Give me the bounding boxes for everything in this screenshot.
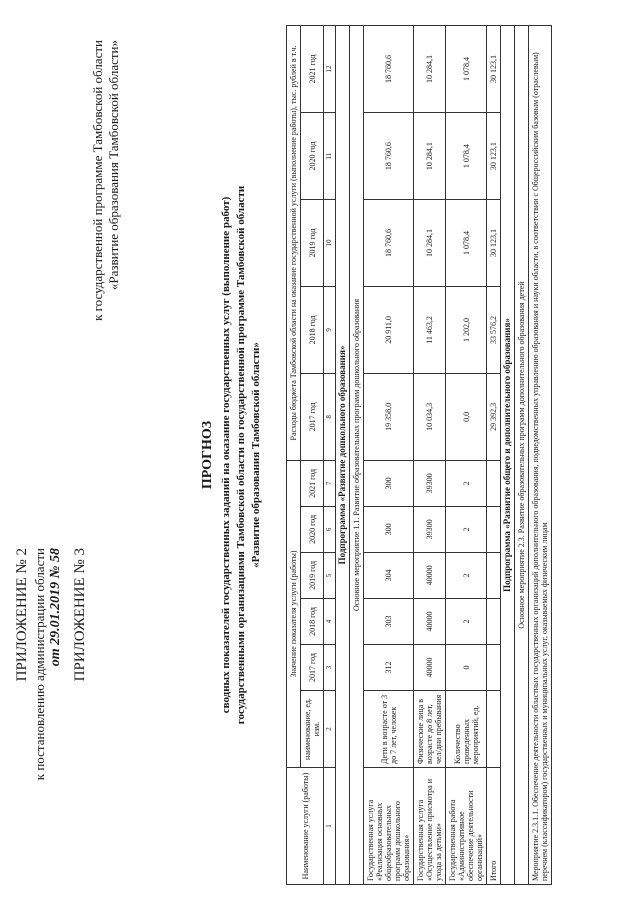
col-header-indicator-name: наименование, ед. изм. (301, 691, 324, 768)
appendix-2-reference: к постановлению администрации области (32, 548, 47, 781)
col-header-budget-group: Расходы бюджета Тамбовской области на оказание государственной услуги (выполнение работы), тыс. рублей в т.ч. (287, 26, 301, 461)
empty-cell (487, 691, 501, 768)
col-header-year: 2018 год (301, 286, 324, 373)
table-row (446, 26, 487, 885)
event-heading: Основное мероприятие 2.3. Развитие образовательных программ дополнительного образования детей (515, 26, 529, 885)
total-value: 29 392,3 (487, 373, 501, 460)
col-number: 1 (324, 768, 336, 885)
cost-value: 18 760,6 (364, 26, 414, 113)
cost-value: 1 202,0 (446, 286, 487, 373)
indicator-value: 2 (446, 506, 487, 552)
total-value: 30 123,1 (487, 200, 501, 287)
heading-line-3: «Развитие образования Тамбовской области» (250, 342, 262, 568)
appendix-3-program: «Развитие образования Тамбовской области» (106, 40, 121, 291)
indicator-value: 300 (364, 460, 414, 506)
cost-value: 11 463,2 (414, 286, 446, 373)
cost-value: 20 911,0 (364, 286, 414, 373)
col-header-year: 2019 год (301, 552, 324, 598)
indicator-value: 40000 (414, 598, 446, 644)
col-header-year: 2018 год (301, 598, 324, 644)
table-row (364, 26, 414, 885)
col-number: 4 (324, 598, 336, 644)
indicator-value: 304 (364, 552, 414, 598)
total-value: 30 123,1 (487, 113, 501, 200)
empty-cell (487, 552, 501, 598)
appendix-3-title: ПРИЛОЖЕНИЕ № 3 (72, 548, 88, 682)
col-header-year: 2017 год (301, 373, 324, 460)
cost-value: 18 760,6 (364, 200, 414, 287)
col-header-year: 2017 год (301, 644, 324, 690)
col-header-year: 2020 год (301, 113, 324, 200)
total-label: Итого (487, 768, 501, 885)
section-heading: Подпрограмма «Развитие дошкольного образования» (336, 26, 350, 885)
table-row (414, 26, 446, 885)
service-name: Государственная работа «Административное обеспечение деятельности организаций» (446, 768, 487, 885)
empty-cell (487, 506, 501, 552)
indicator-value: 300 (364, 506, 414, 552)
cost-value: 1 078,4 (446, 113, 487, 200)
cost-value: 1 078,4 (446, 26, 487, 113)
indicator-value: 0 (446, 644, 487, 690)
empty-cell (487, 598, 501, 644)
empty-cell (487, 644, 501, 690)
indicator-value: 40000 (414, 552, 446, 598)
heading-title: ПРОГНОЗ (200, 420, 215, 490)
indicator-value: 40000 (414, 644, 446, 690)
col-number: 5 (324, 552, 336, 598)
event-heading: Основное мероприятие 1.1. Развитие образовательных программ дошкольного образования (350, 26, 364, 885)
service-name: Государственная услуга «Осуществление присмотра и ухода за детьми» (414, 768, 446, 885)
indicator-value: 39300 (414, 506, 446, 552)
col-header-year: 2019 год (301, 200, 324, 287)
cost-value: 19 358,0 (364, 373, 414, 460)
cost-value: 0,0 (446, 373, 487, 460)
col-number: 3 (324, 644, 336, 690)
heading-line-2: государственными организациями Тамбовской области по государственной программе Тамбовской области (235, 185, 247, 725)
cost-value: 1 078,4 (446, 200, 487, 287)
service-name: Государственная услуга «Реализация основных общеобразовательных программ дошкольного образования» (364, 768, 414, 885)
indicator-value: 303 (364, 598, 414, 644)
appendix-2-title: ПРИЛОЖЕНИЕ № 2 (14, 548, 30, 682)
cost-value: 10 284,1 (414, 26, 446, 113)
indicator-value: 312 (364, 644, 414, 690)
cost-value: 10 284,1 (414, 113, 446, 200)
empty-cell (487, 460, 501, 506)
appendix-3-reference: к государственной программе Тамбовской области (90, 40, 105, 321)
col-header-service: Наименование услуги (работы) (287, 768, 324, 885)
col-number: 8 (324, 373, 336, 460)
col-header-year: 2021 год (301, 460, 324, 506)
total-value: 30 123,1 (487, 26, 501, 113)
total-value: 33 576,2 (487, 286, 501, 373)
cost-value: 10 284,1 (414, 200, 446, 287)
col-number: 2 (324, 691, 336, 768)
col-number: 7 (324, 460, 336, 506)
heading-line-1: сводных показателей государственных заданий на оказание государственных услуг (выполнение работ) (220, 196, 232, 714)
indicator-value: 2 (446, 460, 487, 506)
indicator-value: 2 (446, 552, 487, 598)
col-number: 11 (324, 113, 336, 200)
event-detail: Мероприятие 2.3.1.1. Обеспечение деятельности областных государственных организаций дополнительного образования, подведомственных управлению образования и науки области, в соответствии с Общероссийским базовым (отраслевым) перечнем (классификатором) государственных и муниципальных услуг, оказываемых физическим лицам (529, 26, 552, 885)
col-number: 10 (324, 200, 336, 287)
col-number: 6 (324, 506, 336, 552)
col-header-indicator-group: Значение показателя услуги (работы) (287, 460, 301, 767)
col-number: 9 (324, 286, 336, 373)
section-heading: Подпрограмма «Развитие общего и дополнительного образования» (501, 26, 515, 885)
col-header-year: 2021 год (301, 26, 324, 113)
col-header-year: 2020 год (301, 506, 324, 552)
forecast-table (286, 25, 552, 885)
cost-value: 10 034,3 (414, 373, 446, 460)
indicator-name: Физические лица в возрасте до 8 лет, чел/дни пребывания (414, 691, 446, 768)
appendix-2-date-signature: от 29.01.2019 № 58 (48, 548, 63, 667)
indicator-name: Количество проведенных мероприятий, ед. (446, 691, 487, 768)
indicator-name: Дети в возрасте от 3 до 7 лет, человек (364, 691, 414, 768)
indicator-value: 2 (446, 598, 487, 644)
col-number: 12 (324, 26, 336, 113)
total-row (487, 26, 501, 885)
indicator-value: 39300 (414, 460, 446, 506)
cost-value: 18 760,6 (364, 113, 414, 200)
